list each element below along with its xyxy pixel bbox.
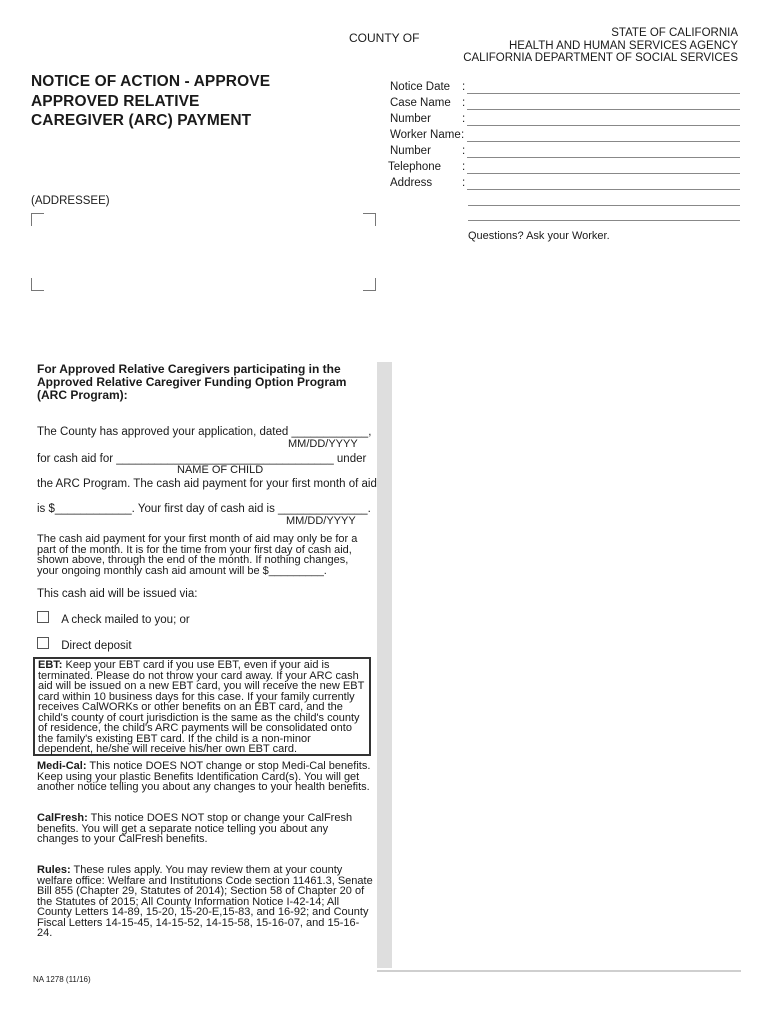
partial-month-text: The cash aid payment for your first month of aid may only be for a part of the month. It is for the time from your first day of cash aid, shown above, through the end of the month. If nothing changes, your ongoing monthly cash aid amount will be $_________. (37, 533, 358, 577)
option-check[interactable] (37, 611, 190, 626)
window-corner (363, 213, 376, 226)
field-colon: : (462, 113, 466, 125)
address-line-2[interactable] (468, 205, 740, 206)
agency-header (463, 27, 738, 65)
side-shading-bar (377, 362, 392, 968)
notice-title (31, 72, 270, 131)
field-label: Worker Name (390, 129, 461, 141)
field-case-number[interactable] (390, 113, 740, 129)
date-hint: MM/DD/YYYY (286, 515, 356, 527)
rules-label: Rules: (37, 864, 71, 876)
child-name-hint: NAME OF CHILD (177, 464, 264, 476)
medical-text: This notice DOES NOT change or stop Medi-Cal benefits. Keep using your plastic Benefits Identification Card(s). You will get another notice telling you about any changes to your health benefits. (37, 760, 371, 793)
footer-rule (377, 970, 741, 972)
option-label: Direct deposit (61, 640, 132, 652)
field-colon: : (462, 97, 466, 109)
issued-via-text: This cash aid will be issued via: (37, 588, 198, 600)
field-colon: : (462, 177, 466, 189)
approval-line-3: the ARC Program. The cash aid payment for your first month of aid (37, 478, 377, 490)
field-line (467, 109, 740, 110)
section-heading: For Approved Relative Caregivers participating in the Approved Relative Caregiver Funding Option Program (ARC Program): (37, 362, 347, 402)
field-colon: : (462, 145, 466, 157)
addressee-label: (ADDRESSEE) (31, 195, 110, 207)
field-line (467, 157, 740, 158)
field-label: Number (390, 145, 431, 157)
calfresh-paragraph (37, 813, 371, 845)
agency-line: HEALTH AND HUMAN SERVICES AGENCY (509, 39, 738, 52)
field-line (467, 173, 740, 174)
state-line: STATE OF CALIFORNIA (611, 27, 738, 39)
ebt-label: EBT: (38, 659, 63, 671)
medical-paragraph (37, 761, 371, 793)
field-colon: : (462, 161, 466, 173)
field-label: Telephone (388, 161, 442, 173)
field-line (467, 125, 740, 126)
address-line-3[interactable] (468, 220, 740, 221)
rules-text: These rules apply. You may review them at your county welfare office: Welfare and Institutions Code section 11461.3, Senate Bill 855 (Chapter 29, Statutes of 2014); Section 58 of Chapter 20 of the Statutes of 2015; All County Information Notice I-42-14; All County Letters 14-89, 15-20, 15-20-E,15-83, and 16-92; and County Fiscal Letters 14-15-45, 14-15-52, 14-15-58, 15-16-07, and 15-16-24. (37, 864, 373, 939)
field-notice-date[interactable] (390, 81, 740, 97)
field-line (467, 189, 740, 190)
field-label: Case Name (390, 97, 451, 109)
checkbox[interactable] (37, 611, 49, 623)
county-of-label: COUNTY OF (349, 31, 420, 45)
field-label: Address (390, 177, 433, 189)
department-line: CALIFORNIA DEPARTMENT OF SOCIAL SERVICES (463, 52, 738, 64)
field-worker-number[interactable] (390, 145, 740, 161)
field-colon: : (462, 81, 466, 93)
ebt-box (33, 657, 371, 756)
field-colon: : (461, 129, 465, 141)
rules-paragraph (37, 865, 373, 939)
field-label: Notice Date (390, 81, 451, 93)
option-direct-deposit[interactable] (37, 637, 132, 652)
questions-note: Questions? Ask your Worker. (468, 230, 610, 242)
calfresh-label: CalFresh: (37, 812, 88, 824)
window-corner (363, 278, 376, 291)
ebt-text: Keep your EBT card if you use EBT, even if your aid is terminated. Please do not throw your card away. If your ARC cash aid will be issued on a new EBT card, you will receive the new EBT card within 10 business days for this case. If your family currently receives CalWORKs or other benefits on an EBT card, and the child's county of court jurisdiction is the same as the child's county of residence, the child's ARC payments will be consolidated onto the family's existing EBT card. If the child is a non-minor dependent, he/she will receive his/her own EBT card. (38, 659, 365, 755)
title-line: CAREGIVER (ARC) PAYMENT (31, 112, 252, 129)
form-number: NA 1278 (11/16) (33, 975, 91, 984)
medical-label: Medi-Cal: (37, 760, 87, 772)
approval-line-1: The County has approved your application, dated ____________, (37, 426, 372, 438)
date-hint: MM/DD/YYYY (288, 438, 358, 450)
approval-line-2: for cash aid for __________________________________ under (37, 453, 367, 465)
case-info-fields (390, 81, 740, 193)
calfresh-text: This notice DOES NOT stop or change your CalFresh benefits. You will get a separate notice telling you about any changes to your CalFresh benefits. (37, 812, 353, 845)
field-address[interactable] (390, 177, 740, 193)
window-corner (31, 213, 44, 226)
option-label: A check mailed to you; or (61, 614, 190, 626)
checkbox[interactable] (37, 637, 49, 649)
title-line: APPROVED RELATIVE (31, 92, 200, 110)
window-corner (31, 278, 44, 291)
approval-line-4: is $____________. Your first day of cash aid is ______________. (37, 503, 371, 515)
field-case-name[interactable] (390, 97, 740, 113)
field-label: Number (390, 113, 431, 125)
field-worker-name[interactable] (390, 129, 740, 145)
field-line (467, 141, 740, 142)
title-line: NOTICE OF ACTION - APPROVE (31, 73, 271, 90)
field-telephone[interactable] (390, 161, 740, 177)
field-line (467, 93, 740, 94)
